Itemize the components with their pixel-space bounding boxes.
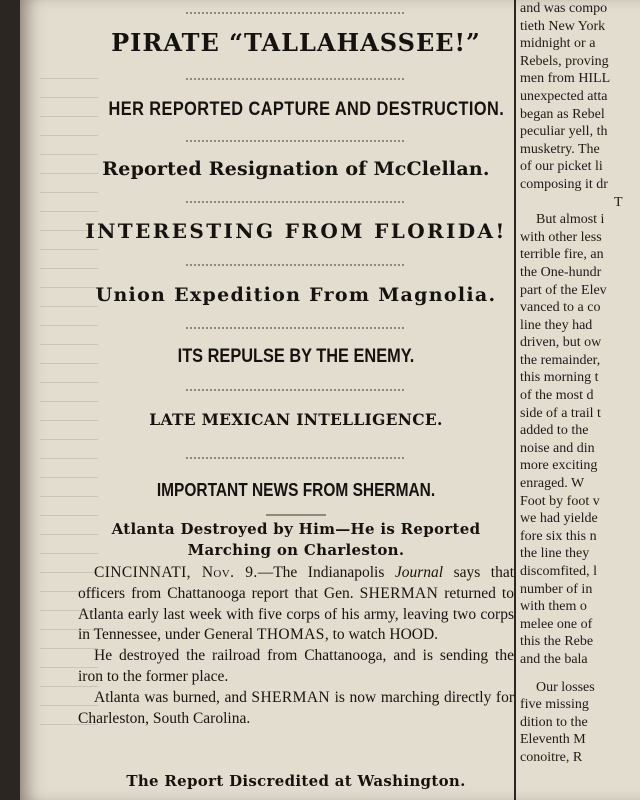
subhead-atlanta-line2: Marching on Charleston.: [187, 541, 405, 559]
text-run: , to watch HOOD.: [324, 626, 439, 644]
right-column-line: T: [614, 194, 623, 210]
article-paragraph: [78, 688, 514, 730]
headline-capture: HER REPORTED CAPTURE AND DESTRUCTION.: [108, 99, 505, 120]
ornamental-rule: [186, 10, 406, 16]
headline-sherman: IMPORTANT NEWS FROM SHERMAN.: [156, 480, 436, 500]
right-column-line: five missing: [520, 697, 589, 713]
right-column-line: midnight or a: [520, 36, 596, 52]
right-column-line: part of the Elev: [520, 282, 607, 298]
right-column-line: the line they: [520, 546, 590, 562]
text-run: —The Indianapolis: [257, 564, 395, 581]
ornamental-rule: [186, 262, 406, 268]
right-column-line: of our picket li: [520, 159, 603, 175]
right-column-line: began as Rebel: [520, 106, 605, 122]
column-rule: [514, 0, 516, 800]
right-column-line: and the bala: [520, 651, 588, 667]
person-name: THOMAS: [256, 626, 325, 644]
right-column-line: men from HILL: [520, 71, 611, 87]
headline-repulse: ITS REPULSE BY THE ENEMY.: [177, 346, 415, 367]
ornamental-rule: [186, 325, 406, 331]
right-column-line: composing it dr: [520, 176, 608, 192]
right-column-line: added to the: [520, 423, 589, 439]
ornamental-rule: [186, 387, 406, 393]
right-column-line: line they had: [520, 317, 593, 333]
article-body: [78, 563, 514, 729]
right-column-line: unexpected atta: [520, 88, 608, 104]
right-column-line: vanced to a co: [520, 300, 601, 316]
article-paragraph: [78, 563, 514, 646]
right-column-line: Rebels, proving: [520, 53, 609, 69]
right-column-line: and was compo: [520, 1, 608, 16]
right-column-line: fore six this n: [520, 528, 597, 544]
right-column-text: [518, 0, 640, 767]
right-column-line: number of in: [520, 581, 593, 597]
right-column-line: this the Rebe: [520, 634, 594, 650]
right-column-line: musketry. The: [520, 141, 600, 157]
right-column-line: tieth New York: [520, 18, 606, 34]
right-column: [518, 0, 640, 800]
article-paragraph: He destroyed the railroad from Chattanooga, and is sending the iron to the former place.: [78, 647, 514, 685]
person-name: SHERMAN: [251, 688, 331, 706]
right-column-line: side of a trail t: [520, 405, 601, 421]
right-column-line: But almost i: [536, 212, 605, 228]
ornamental-rule: [186, 138, 406, 144]
text-run: returned to Atlanta early last week with five corps of his army, leaving two corps in Tennessee, under General: [78, 584, 514, 644]
headline-mcclellan: Reported Resignation of McClellan.: [102, 158, 490, 180]
right-column-line: conoitre, R: [520, 749, 583, 765]
right-column-line: Foot by foot v: [520, 493, 600, 509]
text-run: Atlanta was burned, and: [94, 688, 252, 706]
right-column-line: Eleventh M: [520, 732, 586, 748]
text-run: is now marching directly for Charleston, South Carolina.: [78, 688, 514, 727]
right-column-line: this morning t: [520, 370, 599, 386]
right-column-line: we had yielde: [520, 511, 598, 527]
person-name: SHERMAN: [359, 584, 439, 602]
right-column-line: noise and din: [520, 440, 595, 456]
subhead-discredited: The Report Discredited at Washington.: [126, 772, 466, 790]
subhead-atlanta-line1: Atlanta Destroyed by Him—He is Reported: [111, 520, 481, 538]
right-column-line: terrible fire, an: [520, 247, 604, 263]
ornamental-rule: [186, 76, 406, 82]
right-column-line: of the most d: [520, 388, 594, 404]
right-column-line: dition to the: [520, 714, 588, 730]
right-column-line: more exciting: [520, 458, 598, 474]
right-column-line: enraged. W: [520, 476, 585, 492]
right-column-line: discomfited, l: [520, 564, 597, 579]
text-run: says that officers from Chattanooga report that Gen.: [78, 564, 514, 602]
headline-pirate: PIRATE “TALLAHASSEE!”: [111, 28, 481, 57]
ornamental-rule: [186, 455, 406, 461]
headline-florida: INTERESTING FROM FLORIDA!: [85, 219, 507, 243]
ornamental-rule: [186, 199, 406, 205]
publication-name: Journal: [394, 564, 444, 581]
line-gap: [518, 669, 640, 679]
right-column-line: peculiar yell, th: [520, 124, 608, 140]
right-column-line: the One-hundr: [520, 264, 602, 280]
right-column-line: with them o: [520, 599, 587, 615]
right-column-line: Our losses: [536, 679, 595, 695]
main-column: [78, 0, 514, 800]
headline-mexican: LATE MEXICAN INTELLIGENCE.: [149, 410, 443, 429]
short-rule: [266, 512, 326, 518]
right-column-line: melee one of: [520, 616, 593, 632]
right-column-line: with other less: [520, 229, 602, 245]
right-column-line: the remainder,: [520, 352, 601, 368]
right-column-line: driven, but ow: [520, 335, 602, 351]
headline-magnolia: Union Expedition From Magnolia.: [95, 284, 497, 306]
dateline: CINCINNATI, Nov. 9.: [94, 564, 258, 581]
